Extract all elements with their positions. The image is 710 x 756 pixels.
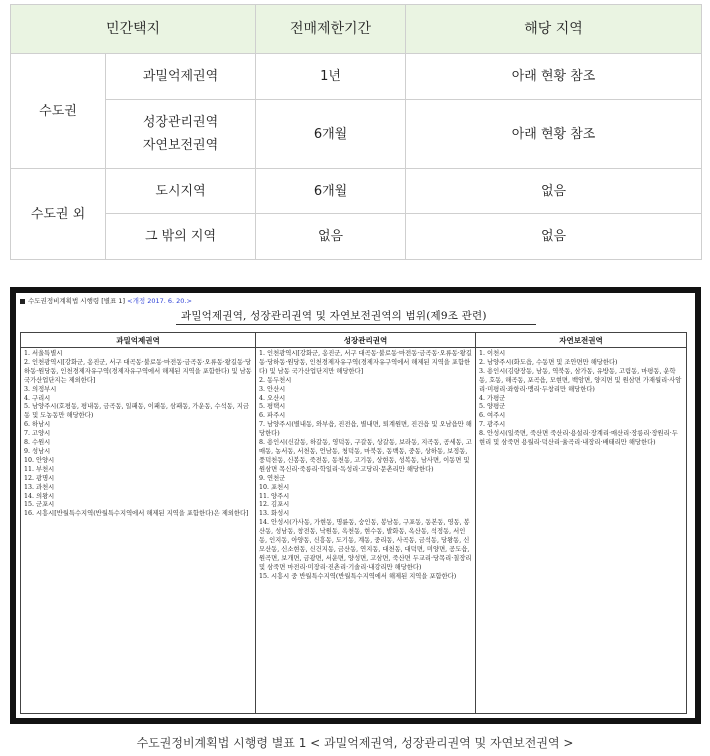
period-cell: 없음: [256, 214, 406, 260]
list-item: 4. 구리시: [24, 394, 51, 402]
growth-management-cell: [256, 348, 476, 714]
document-header: [20, 296, 192, 305]
list-item: 3. 안산시: [259, 385, 286, 393]
list-item: 6. 파주시: [259, 412, 286, 420]
region-range-header-row: [21, 333, 687, 348]
document-header-text: 수도권정비계획법 시행령 [별표 1]: [28, 297, 126, 305]
list-item: 7. 남양주시(별내동, 와부읍, 진전읍, 별내면, 퇴계원면, 진건읍 및 오남읍만 해당한다): [259, 421, 472, 438]
list-item: 12. 광명시: [24, 474, 55, 482]
document-revision-date: <개정 2017. 6. 20.>: [127, 297, 192, 305]
region-cell: 수도권: [11, 54, 106, 169]
heading-growth-management: 성장관리권역: [256, 333, 476, 348]
image-caption: 수도권정비계획법 시행령 별표 1 < 과밀억제권역, 성장관리권역 및 자연보전권역 >: [136, 736, 574, 750]
region-cell: 수도권 외: [11, 169, 106, 260]
area-cell: 도시지역: [106, 169, 256, 214]
target-cell: 아래 현황 참조: [406, 54, 702, 100]
period-cell: 6개월: [256, 100, 406, 169]
area-cell: [106, 100, 256, 169]
law-document-image: [10, 287, 701, 724]
table-row: [11, 100, 702, 169]
list-item: 10. 포천시: [259, 483, 290, 491]
list-item: 4. 가평군: [479, 394, 506, 402]
list-item: 3. 용인시(김량장동, 남동, 역북동, 삼가동, 유방동, 고림동, 마평동, 운학동, 호동, 해곡동, 포곡읍, 모현면, 백암면, 양지면 및 원삼면 가재월리·사암리·미평리·좌항리·맹리·두창리만 해당한다): [479, 367, 682, 393]
table-row: [11, 169, 702, 214]
list-item: 6. 여주시: [479, 412, 506, 420]
region-range-body-row: [21, 348, 687, 714]
list-item: 5. 평택시: [259, 403, 286, 411]
list-item: 2. 인천광역시[강화군, 옹진군, 서구 대곡동·불로동·마전동·금곡동·오류동·왕길동·당하동·원당동, 인천경제자유구역(경제자유구역에서 해제된 지역을 포함한다) 및 남동 국가산업단지는 제외한다]: [24, 358, 252, 384]
list-item: 2. 동두천시: [259, 376, 292, 384]
target-cell: 아래 현황 참조: [406, 100, 702, 169]
list-item: 8. 안성시(일죽면, 죽산면 죽산리·용설리·장계리·매산리·장릉리·장원리·두현리 및 삼죽면 용월리·덕산리·율곡리·내장리·배태리만 해당한다): [479, 430, 678, 447]
target-cell: 없음: [406, 169, 702, 214]
heading-overcrowding-control: 과밀억제권역: [21, 333, 256, 348]
period-cell: 1년: [256, 54, 406, 100]
list-item: 10. 안양시: [24, 456, 55, 464]
list-item: 2. 남양주시(화도읍, 수동면 및 조안면만 해당한다): [479, 358, 618, 366]
table-header-row: [11, 5, 702, 54]
list-item: 9. 연천군: [259, 474, 286, 482]
list-item: 12. 김포시: [259, 501, 290, 509]
area-line: 성장관리권역: [142, 115, 219, 130]
list-item: 13. 과천시: [24, 483, 55, 491]
list-item: 15. 군포시: [24, 501, 55, 509]
list-item: 1. 인천광역시[강화군, 옹진군, 서구 대곡동·불로동·마전동·금곡동·오류동·왕길동·당하동·원당동, 인천경제자유구역(경제자유구역에서 해제된 지역을 포함한다) 및 남동 국가산업단지만 해당한다]: [259, 350, 472, 375]
list-item: 1. 서울특별시: [24, 350, 63, 357]
period-cell: 6개월: [256, 169, 406, 214]
title-underline: [176, 324, 536, 325]
region-range-table: [20, 332, 687, 714]
overcrowding-control-cell: [21, 348, 256, 714]
resale-restriction-table: [10, 4, 702, 260]
list-item: 14. 안성시(가사동, 가현동, 명륜동, 숭인동, 봉남동, 구포동, 동본동, 영동, 봉산동, 성남동, 창전동, 낙원동, 옥천동, 현수동, 발화동, 옥산동, 석정동, 서인동, 인지동, 아양동, 신흥동, 도기동, 계동, 중리동, 사곡동, 금석동, 당왕동, 신모산동, 신소현동, 신건지동, 금산동, 연지동, 대천동, 대덕면, 미양면, 공도읍, 원곡면, 보개면, 금광면, 서운면, 양성면, 고삼면, 죽산면 두교리·당목리·칠장리 및 삼죽면 마전리·미장리·진촌리·기솔리·내강리만 해당한다): [259, 519, 472, 571]
target-cell: 없음: [406, 214, 702, 260]
list-item: 11. 부천시: [24, 465, 55, 473]
header-resale-period: 전매제한기간: [256, 5, 406, 54]
list-item: 7. 고양시: [24, 430, 51, 438]
list-item: 9. 성남시: [24, 447, 51, 455]
header-target-region: 해당 지역: [406, 5, 702, 54]
area-line: 자연보전권역: [142, 138, 219, 153]
law-document-page: [16, 293, 695, 718]
bullet-square-icon: [20, 299, 25, 304]
list-item: 8. 수원시: [24, 439, 51, 447]
list-item: 8. 용인시(신갈동, 하갈동, 영덕동, 구갈동, 상갈동, 보라동, 지곡동, 공세동, 고매동, 농서동, 서천동, 언남동, 청덕동, 마북동, 동백동, 중동, 상하동, 보정동, 풍덕천동, 신봉동, 죽전동, 동천동, 고기동, 상현동, 성복동, 남사면, 이동면 및 원삼면 목신리·죽릉리·학일리·독성리·고당리·문촌리만 해당한다): [259, 439, 472, 473]
area-cell: 그 밖의 지역: [106, 214, 256, 260]
list-item: 15. 시흥시 중 반월특수지역(반월특수지역에서 해제된 지역을 포함한다): [259, 572, 457, 580]
region-list: [259, 350, 472, 582]
list-item: 16. 시흥시[반월특수지역(반월특수지역에서 해제된 지역을 포함한다)은 제외한다]: [24, 510, 249, 518]
table-row: [11, 214, 702, 260]
list-item: 14. 의왕시: [24, 492, 55, 500]
table-row: [11, 54, 702, 100]
list-item: 5. 양평군: [479, 403, 506, 411]
list-item: 1. 이천시: [479, 350, 506, 357]
list-item: 11. 양주시: [259, 492, 290, 500]
area-cell: 과밀억제권역: [106, 54, 256, 100]
list-item: 3. 의정부시: [24, 385, 57, 393]
nature-conservation-cell: [476, 348, 687, 714]
region-list: [479, 350, 683, 448]
list-item: 5. 남양주시(호평동, 평내동, 금곡동, 일패동, 이패동, 삼패동, 가운동, 수석동, 지금동 및 도농동만 해당한다): [24, 403, 249, 420]
list-item: 7. 광주시: [479, 421, 506, 429]
header-private-land: 민간택지: [11, 5, 256, 54]
heading-nature-conservation: 자연보전권역: [476, 333, 687, 348]
list-item: 4. 오산시: [259, 394, 286, 402]
list-item: 6. 하남시: [24, 421, 51, 429]
document-title: 과밀억제권역, 성장관리권역 및 자연보전권역의 범위(제9조 관련): [181, 310, 487, 322]
region-list: [24, 350, 252, 519]
list-item: 13. 화성시: [259, 510, 290, 518]
